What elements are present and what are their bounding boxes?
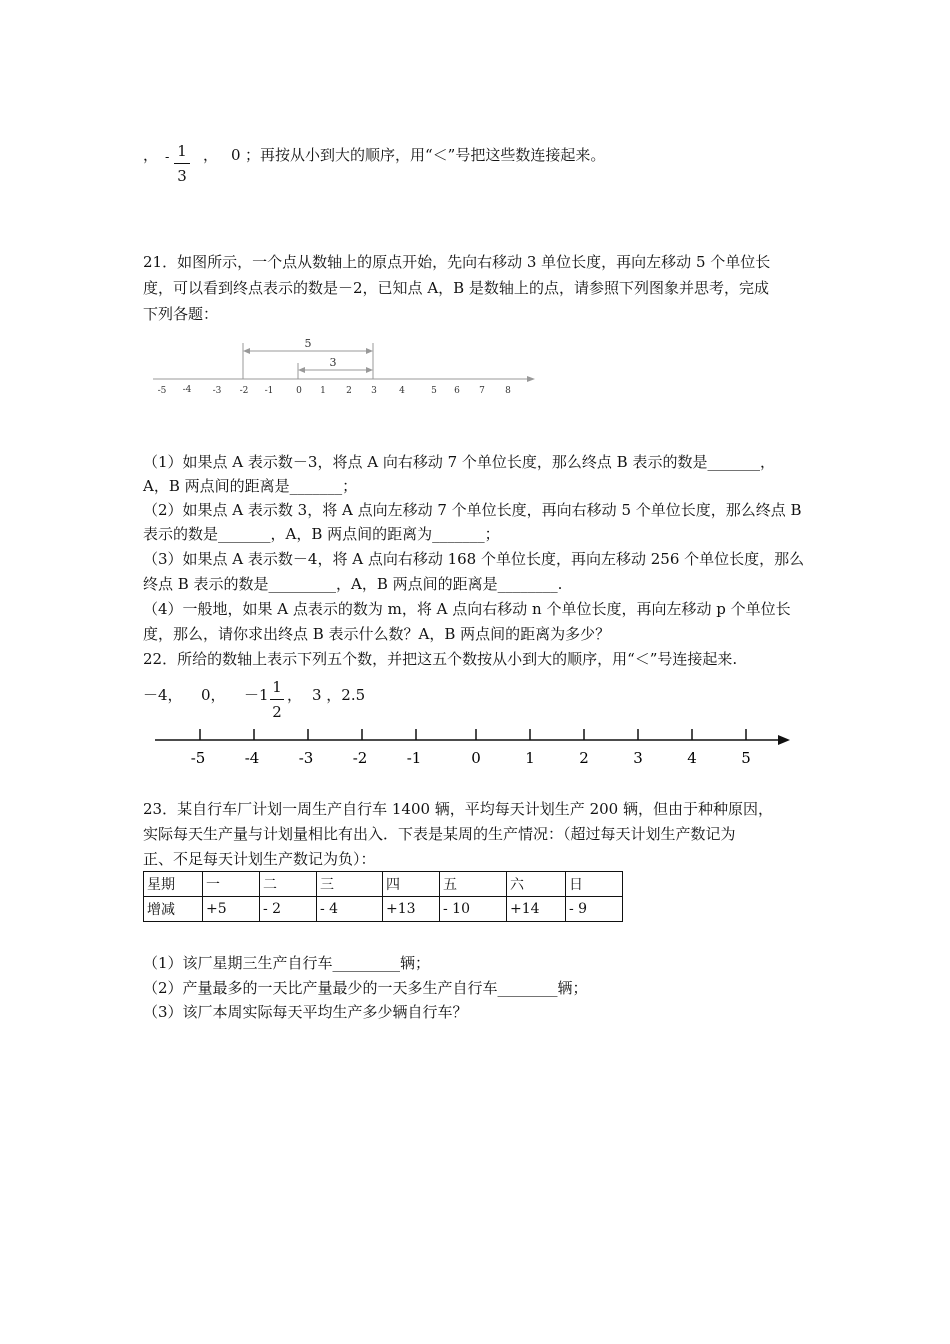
q21-tick-label: 2 [346,386,352,396]
q21-tick-label: -2 [239,386,249,396]
q22-mixed-number-fraction [270,676,284,723]
q22-axis-label: -1 [406,749,422,767]
q23-line-3: 正、不足每天计划生产数记为负）： [143,850,376,868]
q20-fraction-numerator: 1 [177,142,187,160]
q22-number-0: 0， [201,686,226,704]
q21-part-3-line-2: 终点 B 表示的数是_________，A，B 两点间的距离是________. [143,575,563,593]
table-cell: +5 [203,897,260,922]
q23-part-1: （1）该厂星期三生产自行车_________辆； [143,954,431,972]
q21-tick-label: 1 [320,386,326,396]
q23-line-1: 23．某自行车厂计划一周生产自行车 1400 辆，平均每天计划生产 200 辆，但由于种种原因， [143,800,773,818]
q22-line-1: 22．所给的数轴上表示下列五个数，并把这五个数按从小到大的顺序，用“＜”号连接起来. [143,650,738,668]
q23-line-2: 实际每天生产量与计划量相比有出入．下表是某周的生产情况：（超过每天计划生产数记为 [143,825,736,843]
table-cell: 四 [383,872,440,897]
table-cell: 六 [507,872,566,897]
table-cell: - 9 [566,897,623,922]
table-cell: +13 [383,897,440,922]
q22-comma: ， [287,686,303,704]
q21-line-1: 21．如图所示，一个点从数轴上的原点开始，先向右移动 3 单位长度，再向左移动 5 个单位长 [143,253,771,271]
q21-tick-label: 4 [399,386,405,396]
q22-axis-label: 1 [525,749,535,767]
q22-axis-label: 4 [687,749,697,767]
q20-zero: 0 [231,146,241,164]
q21-tick-label: 3 [371,386,377,396]
q21-tick-label: -4 [182,385,192,395]
q22-axis-label: 2 [579,749,589,767]
table-cell: +14 [507,897,566,922]
q21-tick-label: 7 [479,386,485,396]
q21-part-3-line-1: （3）如果点 A 表示数－4，将 A 点向右移动 168 个单位长度，再向左移动 256 个单位长度，那么 [143,550,805,568]
q22-fraction-numerator: 1 [272,678,282,696]
table-cell: 日 [566,872,623,897]
q20-comma-1: ， [143,146,159,164]
q21-line-3: 下列各题： [143,305,219,323]
table-cell: 二 [260,872,317,897]
table-cell: - 10 [440,897,507,922]
q21-part-2-line-2: 表示的数是_______，A，B 两点间的距离为_______； [143,525,500,543]
q21-part-1-line-2: A，B 两点间的距离是_______； [143,477,358,495]
q21-tick-label: 0 [296,386,302,396]
table-cell: 星期 [144,872,203,897]
q22-mixed-number-whole: －1 [244,686,269,704]
q20-negative-sign: - [165,150,170,165]
q21-tick-label: -5 [157,386,167,396]
q20-comma-2: ， [203,146,219,164]
q21-arrow-short-label: 3 [329,356,337,369]
q21-tick-label: 6 [454,386,460,396]
production-table [143,871,623,922]
q21-tick-label: 5 [431,386,437,396]
table-cell: - 4 [317,897,383,922]
q21-line-2: 度，可以看到终点表示的数是－2，已知点 A，B 是数轴上的点，请参照下列图象并思考，完成 [143,279,769,297]
q21-part-1-line-1: （1）如果点 A 表示数－3，将点 A 向右移动 7 个单位长度，那么终点 B 表示的数是_______， [143,453,775,471]
q22-axis-label: -2 [352,749,368,767]
q20-fraction-denominator: 3 [177,167,187,185]
table-cell: 增减 [144,897,203,922]
q22-axis-label: -3 [298,749,314,767]
q22-axis-label: 3 [633,749,643,767]
table-cell: 三 [317,872,383,897]
q20-fraction [174,140,190,187]
q23-part-3: （3）该厂本周实际每天平均生产多少辆自行车？ [143,1003,468,1021]
q21-part-4-line-1: （4）一般地，如果 A 点表示的数为 m，将 A 点向右移动 n 个单位长度，再向左移动 p 个单位长 [143,600,791,618]
q21-tick-label: -3 [212,386,222,396]
table-row [144,897,623,922]
q23-part-2: （2）产量最多的一天比产量最少的一天多生产自行车________辆； [143,979,588,997]
q22-number-neg-4: －4， [143,686,183,704]
q22-axis-label: 0 [471,749,481,767]
q22-axis-label: -4 [244,749,260,767]
q22-numbers-3-and-2-5: 3 ，2.5 [312,686,366,704]
table-cell: 五 [440,872,507,897]
q21-tick-label: 8 [505,386,511,396]
q21-arrow-long-label: 5 [304,337,312,350]
table-cell: 一 [203,872,260,897]
q21-part-2-line-1: （2）如果点 A 表示数 3，将 A 点向左移动 7 个单位长度，再向右移动 5 个单位长度，那么终点 B [143,501,802,519]
q22-number-line [150,722,800,772]
q21-tick-label: -1 [264,386,274,396]
q22-axis-label: -5 [190,749,206,767]
q22-fraction-denominator: 2 [272,703,282,721]
table-row [144,872,623,897]
q21-number-line-figure [143,335,543,415]
table-cell: - 2 [260,897,317,922]
q22-axis-label: 5 [741,749,751,767]
q20-instruction: ；再按从小到大的顺序，用“＜”号把这些数连接起来。 [245,146,606,164]
q21-part-4-line-2: 度，那么，请你求出终点 B 表示什么数？A，B 两点间的距离为多少？ [143,625,611,643]
